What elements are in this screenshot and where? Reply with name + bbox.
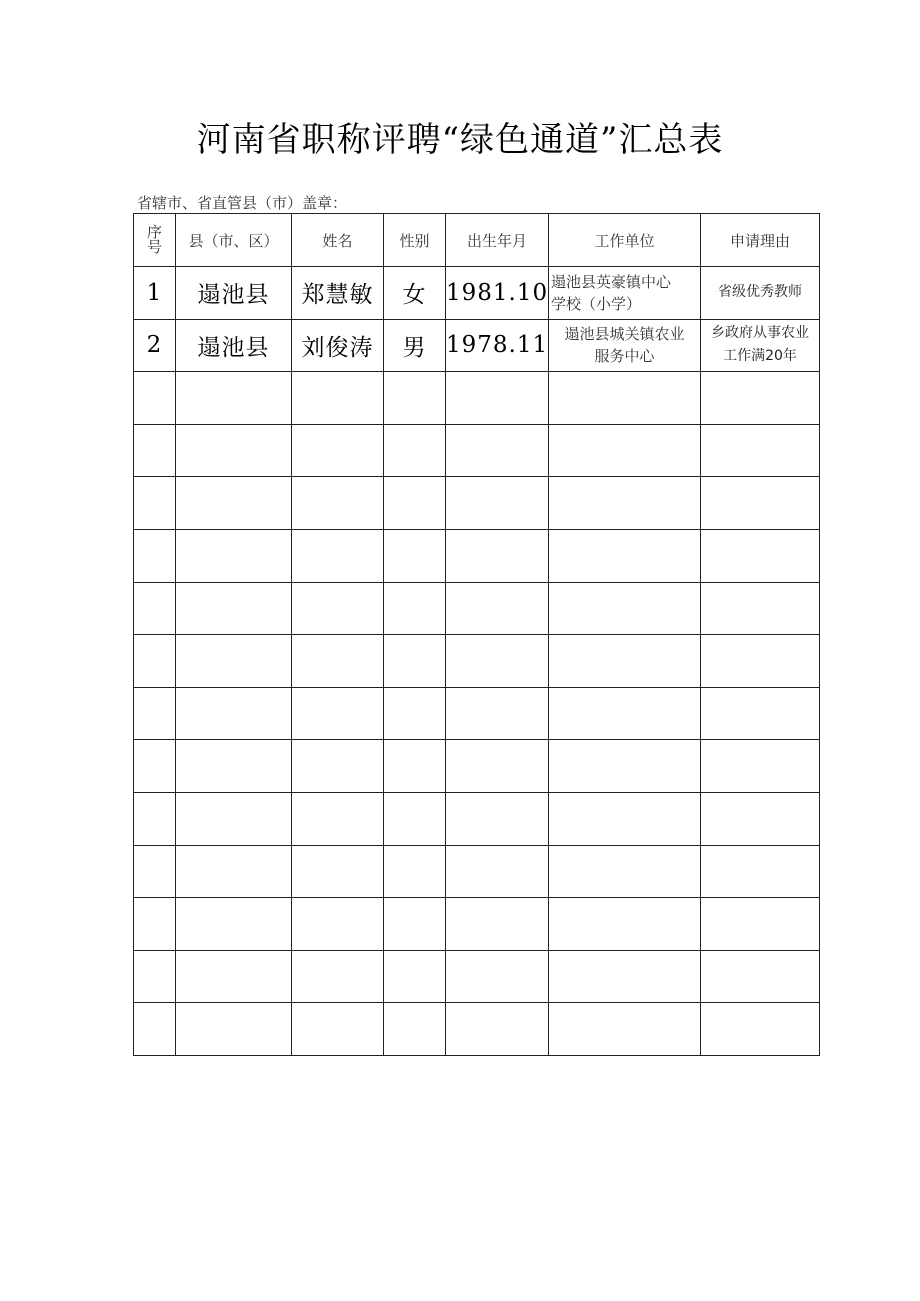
empty-row	[134, 792, 820, 845]
empty-cell	[549, 477, 701, 530]
empty-cell	[176, 372, 292, 425]
empty-cell	[446, 792, 549, 845]
empty-cell	[549, 372, 701, 425]
empty-cell	[701, 1003, 820, 1056]
cell-reason: 乡政府从事农业 工作满20年	[701, 319, 820, 372]
empty-cell	[384, 635, 446, 688]
empty-cell	[176, 424, 292, 477]
empty-cell	[292, 792, 384, 845]
cell-birth: 1981.10	[446, 267, 549, 320]
cell-birth: 1978.11	[446, 319, 549, 372]
cell-reason: 省级优秀教师	[701, 267, 820, 320]
header-row	[134, 214, 820, 267]
empty-cell	[549, 582, 701, 635]
empty-cell	[384, 424, 446, 477]
empty-cell	[549, 424, 701, 477]
empty-cell	[701, 687, 820, 740]
empty-cell	[701, 582, 820, 635]
empty-cell	[446, 1003, 549, 1056]
empty-cell	[292, 950, 384, 1003]
stamp-label: 省辖市、省直管县（市）盖章：	[137, 194, 348, 212]
empty-cell	[176, 845, 292, 898]
empty-cell	[134, 1003, 176, 1056]
empty-cell	[446, 635, 549, 688]
empty-row	[134, 740, 820, 793]
empty-cell	[134, 582, 176, 635]
empty-cell	[292, 477, 384, 530]
empty-cell	[701, 635, 820, 688]
empty-cell	[384, 687, 446, 740]
empty-cell	[446, 582, 549, 635]
empty-cell	[549, 635, 701, 688]
empty-cell	[446, 477, 549, 530]
summary-table	[133, 213, 820, 1056]
empty-cell	[134, 792, 176, 845]
empty-cell	[134, 529, 176, 582]
page-title: 河南省职称评聘“绿色通道”汇总表	[196, 120, 724, 160]
empty-row	[134, 582, 820, 635]
empty-cell	[384, 950, 446, 1003]
empty-cell	[134, 950, 176, 1003]
empty-cell	[701, 477, 820, 530]
empty-cell	[384, 477, 446, 530]
empty-cell	[384, 582, 446, 635]
empty-cell	[176, 477, 292, 530]
cell-name: 刘俊涛	[292, 319, 384, 372]
empty-cell	[701, 898, 820, 951]
table-row	[134, 319, 820, 372]
empty-cell	[292, 740, 384, 793]
empty-cell	[176, 792, 292, 845]
empty-cell	[701, 372, 820, 425]
empty-cell	[384, 529, 446, 582]
empty-cell	[134, 845, 176, 898]
empty-cell	[446, 950, 549, 1003]
empty-cell	[384, 740, 446, 793]
empty-cell	[446, 687, 549, 740]
empty-cell	[446, 424, 549, 477]
cell-unit: 遢池县英豪镇中心 学校（小学）	[549, 267, 701, 320]
empty-cell	[292, 687, 384, 740]
empty-cell	[292, 529, 384, 582]
empty-cell	[384, 845, 446, 898]
cell-seq: 2	[134, 319, 176, 372]
empty-cell	[176, 582, 292, 635]
empty-cell	[446, 529, 549, 582]
empty-cell	[701, 792, 820, 845]
empty-cell	[176, 898, 292, 951]
cell-name: 郑慧敏	[292, 267, 384, 320]
table-row	[134, 267, 820, 320]
empty-cell	[176, 740, 292, 793]
empty-row	[134, 372, 820, 425]
empty-cell	[446, 740, 549, 793]
empty-row	[134, 477, 820, 530]
empty-cell	[292, 845, 384, 898]
empty-row	[134, 687, 820, 740]
empty-cell	[701, 845, 820, 898]
empty-cell	[549, 740, 701, 793]
empty-cell	[134, 898, 176, 951]
empty-cell	[549, 687, 701, 740]
empty-cell	[292, 372, 384, 425]
empty-cell	[176, 1003, 292, 1056]
cell-county: 遢池县	[176, 319, 292, 372]
empty-cell	[292, 424, 384, 477]
empty-cell	[549, 898, 701, 951]
empty-row	[134, 898, 820, 951]
empty-cell	[701, 950, 820, 1003]
empty-cell	[701, 740, 820, 793]
header-name: 姓名	[292, 214, 384, 267]
empty-cell	[701, 424, 820, 477]
header-gender: 性别	[384, 214, 446, 267]
header-seq: 序 号	[134, 214, 176, 267]
empty-row	[134, 950, 820, 1003]
empty-cell	[446, 898, 549, 951]
header-county: 县（市、区）	[176, 214, 292, 267]
empty-cell	[292, 582, 384, 635]
cell-unit: 遢池县城关镇农业 服务中心	[549, 319, 701, 372]
header-birth: 出生年月	[446, 214, 549, 267]
empty-cell	[134, 687, 176, 740]
empty-row	[134, 529, 820, 582]
header-reason: 申请理由	[701, 214, 820, 267]
empty-cell	[176, 529, 292, 582]
header-unit: 工作单位	[549, 214, 701, 267]
empty-cell	[134, 424, 176, 477]
empty-cell	[446, 372, 549, 425]
empty-cell	[292, 898, 384, 951]
empty-cell	[549, 529, 701, 582]
cell-county: 遢池县	[176, 267, 292, 320]
empty-cell	[134, 635, 176, 688]
empty-cell	[384, 792, 446, 845]
empty-cell	[549, 1003, 701, 1056]
empty-cell	[176, 950, 292, 1003]
empty-cell	[549, 792, 701, 845]
empty-cell	[176, 687, 292, 740]
empty-row	[134, 845, 820, 898]
empty-cell	[134, 372, 176, 425]
empty-row	[134, 1003, 820, 1056]
empty-cell	[176, 635, 292, 688]
empty-cell	[384, 898, 446, 951]
empty-cell	[701, 529, 820, 582]
empty-cell	[292, 635, 384, 688]
empty-row	[134, 635, 820, 688]
cell-gender: 男	[384, 319, 446, 372]
empty-cell	[549, 950, 701, 1003]
empty-cell	[134, 477, 176, 530]
empty-cell	[292, 1003, 384, 1056]
empty-cell	[134, 740, 176, 793]
empty-cell	[549, 845, 701, 898]
empty-cell	[446, 845, 549, 898]
cell-gender: 女	[384, 267, 446, 320]
empty-cell	[384, 1003, 446, 1056]
empty-row	[134, 424, 820, 477]
empty-cell	[384, 372, 446, 425]
cell-seq: 1	[134, 267, 176, 320]
